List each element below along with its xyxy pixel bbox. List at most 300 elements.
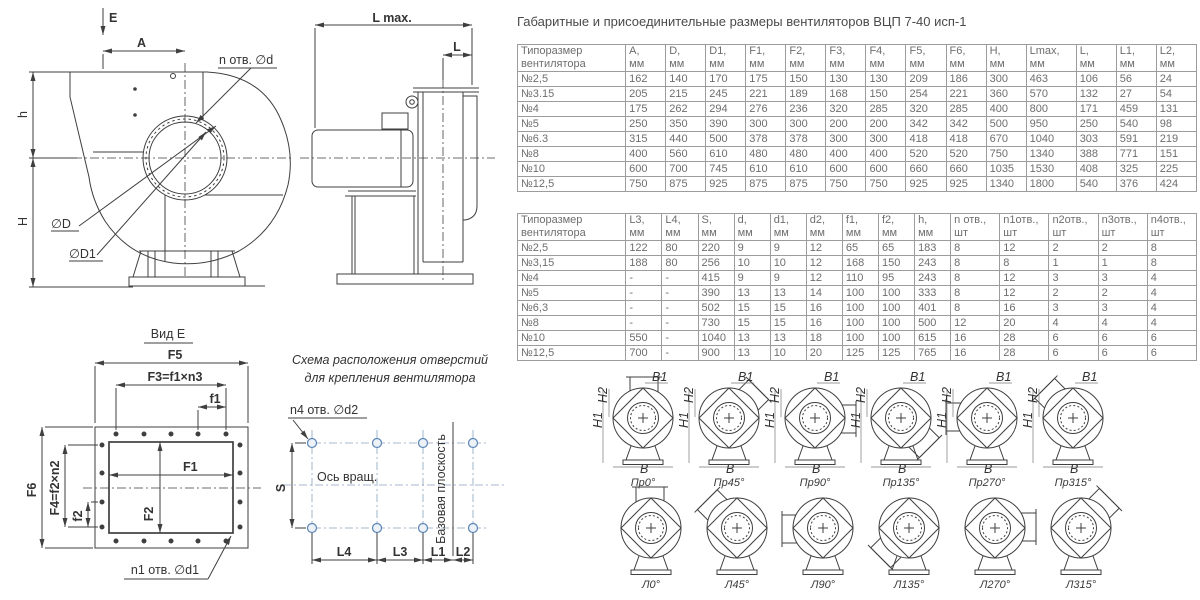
value-cell: 188: [626, 256, 662, 271]
value-cell: 315: [626, 132, 666, 147]
fan-orientation-diagram: [1038, 482, 1124, 591]
value-cell: 8: [951, 256, 1000, 271]
value-cell: 8: [951, 241, 1000, 256]
fan-orientation-label: Пр90°: [799, 477, 831, 489]
value-cell: 168: [842, 256, 878, 271]
value-cell: 6: [1098, 346, 1147, 361]
fan-orientation-drawing: [1038, 482, 1124, 578]
value-cell: 388: [1076, 147, 1116, 162]
mounting-holes-schema: [275, 350, 510, 595]
value-cell: 300: [866, 132, 906, 147]
value-cell: 16: [806, 316, 842, 331]
value-cell: 6: [1147, 331, 1196, 346]
table-row: [518, 162, 1197, 177]
svg-text:H2: H2: [940, 387, 954, 403]
value-cell: 13: [770, 331, 806, 346]
table-row: [518, 241, 1197, 256]
value-cell: 3: [1098, 301, 1147, 316]
table-row: [518, 271, 1197, 286]
value-cell: 3: [1049, 301, 1098, 316]
size-cell: №10: [518, 331, 626, 346]
column-header: F1, мм: [746, 45, 786, 72]
svg-text:B1: B1: [1082, 370, 1098, 384]
svg-text:H1: H1: [763, 412, 777, 428]
value-cell: 610: [746, 162, 786, 177]
fan-orientation-label: Пр135°: [882, 477, 920, 489]
fan-orientation-label: Л45°: [724, 579, 750, 591]
column-header: Lmax, мм: [1026, 45, 1076, 72]
column-header: L1, мм: [1116, 45, 1156, 72]
dim-label-l2: L2: [455, 545, 471, 559]
value-cell: 950: [1026, 117, 1076, 132]
value-cell: 200: [866, 117, 906, 132]
value-cell: 122: [626, 241, 662, 256]
column-header: h, мм: [915, 214, 951, 241]
svg-text:B1: B1: [996, 370, 1012, 384]
value-cell: 4: [1147, 301, 1196, 316]
value-cell: 342: [906, 117, 946, 132]
value-cell: 28: [1000, 346, 1049, 361]
dim-label-l1: L1: [430, 545, 446, 559]
value-cell: 2: [1049, 241, 1098, 256]
value-cell: 221: [946, 87, 986, 102]
fan-orientation-diagram: [677, 370, 772, 489]
value-cell: 1800: [1026, 177, 1076, 192]
value-cell: 440: [666, 132, 706, 147]
value-cell: 320: [906, 102, 946, 117]
value-cell: 610: [786, 162, 826, 177]
svg-text:H1: H1: [677, 412, 691, 428]
value-cell: 13: [770, 286, 806, 301]
column-header: F5, мм: [906, 45, 946, 72]
column-header: F6, мм: [946, 45, 986, 72]
value-cell: 27: [1116, 87, 1156, 102]
value-cell: 15: [770, 316, 806, 331]
fan-orientation-drawing: [591, 370, 686, 476]
value-cell: 325: [1116, 162, 1156, 177]
value-cell: 9: [770, 271, 806, 286]
value-cell: -: [662, 346, 698, 361]
value-cell: 750: [866, 177, 906, 192]
fan-orientation-diagram: [952, 482, 1038, 591]
value-cell: 8: [1000, 256, 1049, 271]
value-cell: -: [626, 316, 662, 331]
size-cell: №2,5: [518, 241, 626, 256]
value-cell: 183: [915, 241, 951, 256]
table-row: [518, 117, 1197, 132]
size-cell: №8: [518, 316, 626, 331]
value-cell: -: [662, 271, 698, 286]
value-cell: 250: [1076, 117, 1116, 132]
value-cell: 700: [626, 346, 662, 361]
value-cell: 125: [878, 346, 914, 361]
svg-text:B1: B1: [910, 370, 926, 384]
column-header: S, мм: [698, 214, 734, 241]
table-row: [518, 331, 1197, 346]
value-cell: 745: [706, 162, 746, 177]
dim-label-l3: L3: [392, 545, 408, 559]
value-cell: -: [626, 271, 662, 286]
dim-label-f5: F5: [167, 348, 183, 362]
value-cell: 8: [1147, 256, 1196, 271]
fan-orientation-label: Л315°: [1065, 579, 1097, 591]
dim-label-d: ∅D: [51, 217, 71, 231]
column-header: A, мм: [626, 45, 666, 72]
value-cell: 480: [786, 147, 826, 162]
value-cell: 424: [1156, 177, 1196, 192]
value-cell: 1040: [1026, 132, 1076, 147]
value-cell: 80: [662, 241, 698, 256]
value-cell: -: [626, 286, 662, 301]
fan-orientation-drawing: [1021, 370, 1116, 476]
size-cell: №6,3: [518, 301, 626, 316]
fan-orientation-diagram: [608, 482, 694, 591]
value-cell: 560: [666, 147, 706, 162]
value-cell: 3: [1098, 271, 1147, 286]
size-cell: №2,5: [518, 72, 626, 87]
fan-orientation-drawing: [763, 370, 858, 476]
value-cell: 400: [826, 147, 866, 162]
value-cell: 98: [1156, 117, 1196, 132]
value-cell: 175: [626, 102, 666, 117]
dim-label-F2: F2: [142, 506, 156, 522]
table-row: [518, 316, 1197, 331]
base-plane-label: Базовая плоскость: [434, 434, 448, 544]
value-cell: 171: [1076, 102, 1116, 117]
value-cell: 100: [878, 316, 914, 331]
value-cell: 540: [1076, 177, 1116, 192]
value-cell: 300: [786, 117, 826, 132]
value-cell: 418: [946, 132, 986, 147]
value-cell: 2: [1098, 241, 1147, 256]
dim-label-f2-pitch: f2: [71, 510, 85, 522]
flange-holes-label: n1 отв. ∅d1: [130, 563, 200, 577]
value-cell: 236: [786, 102, 826, 117]
value-cell: 219: [1156, 132, 1196, 147]
value-cell: 10: [770, 256, 806, 271]
value-cell: 130: [866, 72, 906, 87]
value-cell: 3: [1049, 271, 1098, 286]
value-cell: 333: [915, 286, 951, 301]
value-cell: 342: [946, 117, 986, 132]
value-cell: 106: [1076, 72, 1116, 87]
svg-text:B: B: [1070, 462, 1079, 476]
value-cell: 15: [734, 316, 770, 331]
column-header: F2, мм: [786, 45, 826, 72]
value-cell: 24: [1156, 72, 1196, 87]
column-header: F4, мм: [866, 45, 906, 72]
value-cell: 245: [706, 87, 746, 102]
value-cell: 400: [626, 147, 666, 162]
value-cell: 189: [786, 87, 826, 102]
table-row: [518, 132, 1197, 147]
size-cell: №4: [518, 271, 626, 286]
page-title: Габаритные и присоединительные размеры вентиляторов ВЦП 7-40 исп-1: [517, 14, 967, 29]
value-cell: 408: [1076, 162, 1116, 177]
value-cell: 175: [746, 72, 786, 87]
dimensions-table-1: [517, 44, 1197, 192]
value-cell: 1340: [1026, 147, 1076, 162]
value-cell: 294: [706, 102, 746, 117]
column-header: L4, мм: [662, 214, 698, 241]
column-header: L3, мм: [626, 214, 662, 241]
value-cell: 110: [842, 271, 878, 286]
dimensions-table-2: [517, 213, 1197, 361]
column-header: Типоразмер вентилятора: [518, 214, 626, 241]
value-cell: 12: [1000, 271, 1049, 286]
value-cell: 800: [1026, 102, 1076, 117]
table-row: [518, 286, 1197, 301]
fan-orientation-diagram: [866, 482, 952, 591]
table-row: [518, 256, 1197, 271]
value-cell: 400: [866, 147, 906, 162]
value-cell: 14: [806, 286, 842, 301]
table-row: [518, 87, 1197, 102]
holes-label: n отв. ∅d: [219, 53, 274, 67]
size-cell: №5: [518, 286, 626, 301]
value-cell: 140: [666, 72, 706, 87]
value-cell: 615: [915, 331, 951, 346]
value-cell: 12: [951, 316, 1000, 331]
side-view-drawing: [295, 10, 515, 290]
value-cell: 463: [1026, 72, 1076, 87]
value-cell: 13: [734, 346, 770, 361]
column-header: Типоразмер вентилятора: [518, 45, 626, 72]
column-header: n4отв., шт: [1147, 214, 1196, 241]
table-row: [518, 147, 1197, 162]
value-cell: 220: [698, 241, 734, 256]
fan-orientation-drawing: [952, 482, 1038, 578]
value-cell: 480: [746, 147, 786, 162]
value-cell: 65: [842, 241, 878, 256]
value-cell: 600: [866, 162, 906, 177]
value-cell: 660: [946, 162, 986, 177]
value-cell: 254: [906, 87, 946, 102]
value-cell: 215: [666, 87, 706, 102]
value-cell: 15: [734, 301, 770, 316]
value-cell: 100: [878, 331, 914, 346]
value-cell: 730: [698, 316, 734, 331]
value-cell: 500: [706, 132, 746, 147]
value-cell: 95: [878, 271, 914, 286]
value-cell: 285: [946, 102, 986, 117]
fan-orientation-drawing: [677, 370, 772, 476]
fan-orientation-label: Л135°: [893, 579, 925, 591]
value-cell: 900: [698, 346, 734, 361]
value-cell: 520: [946, 147, 986, 162]
front-view-drawing: [15, 5, 295, 335]
fan-casing-outline: [70, 72, 290, 264]
dim-label-f6: F6: [25, 482, 39, 498]
size-cell: №12,5: [518, 177, 626, 192]
value-cell: 875: [666, 177, 706, 192]
value-cell: 18: [806, 331, 842, 346]
value-cell: 100: [842, 301, 878, 316]
svg-text:B: B: [812, 462, 821, 476]
size-cell: №10: [518, 162, 626, 177]
value-cell: 8: [1147, 241, 1196, 256]
value-cell: 4: [1147, 271, 1196, 286]
value-cell: 276: [746, 102, 786, 117]
value-cell: 243: [915, 256, 951, 271]
value-cell: 10: [734, 256, 770, 271]
svg-text:H1: H1: [1021, 412, 1035, 428]
column-header: d, мм: [734, 214, 770, 241]
value-cell: 151: [1156, 147, 1196, 162]
value-cell: 28: [1000, 331, 1049, 346]
value-cell: 65: [878, 241, 914, 256]
value-cell: 200: [826, 117, 866, 132]
value-cell: 10: [770, 346, 806, 361]
value-cell: 256: [698, 256, 734, 271]
value-cell: 16: [1000, 301, 1049, 316]
value-cell: 100: [842, 286, 878, 301]
flange-bolt-holes: [100, 432, 242, 543]
value-cell: 300: [986, 72, 1026, 87]
dim-label-e: E: [109, 11, 118, 25]
flange-view-drawing: [25, 322, 270, 595]
svg-text:H2: H2: [854, 387, 868, 403]
fan-orientation-drawing: [608, 482, 694, 578]
column-header: f1, мм: [842, 214, 878, 241]
value-cell: 771: [1116, 147, 1156, 162]
value-cell: 100: [842, 316, 878, 331]
dim-label-F1: F1: [183, 460, 198, 474]
value-cell: 4: [1147, 286, 1196, 301]
svg-text:B1: B1: [738, 370, 754, 384]
fan-orientation-diagram: [694, 482, 780, 591]
svg-text:H2: H2: [596, 387, 610, 403]
mounting-holes: [308, 439, 478, 533]
schema-title-line1: Схема расположения отверстий: [292, 353, 488, 367]
value-cell: 418: [906, 132, 946, 147]
value-cell: 221: [746, 87, 786, 102]
value-cell: 600: [826, 162, 866, 177]
value-cell: 100: [878, 301, 914, 316]
value-cell: 1035: [986, 162, 1026, 177]
value-cell: 660: [906, 162, 946, 177]
value-cell: 4: [1147, 316, 1196, 331]
table-row: [518, 346, 1197, 361]
column-header: d1, мм: [770, 214, 806, 241]
value-cell: 875: [746, 177, 786, 192]
svg-text:H1: H1: [849, 412, 863, 428]
svg-text:H2: H2: [1026, 387, 1040, 403]
value-cell: 16: [806, 301, 842, 316]
value-cell: 750: [986, 147, 1026, 162]
value-cell: 401: [915, 301, 951, 316]
value-cell: 360: [986, 87, 1026, 102]
fan-orientation-label: Пр0°: [630, 477, 656, 489]
value-cell: 20: [806, 346, 842, 361]
dim-label-H: H: [16, 216, 30, 226]
value-cell: 16: [951, 346, 1000, 361]
size-cell: №8: [518, 147, 626, 162]
value-cell: 54: [1156, 87, 1196, 102]
fan-orientation-diagram: [935, 370, 1030, 489]
value-cell: 15: [770, 301, 806, 316]
value-cell: 131: [1156, 102, 1196, 117]
value-cell: 8: [951, 301, 1000, 316]
value-cell: 150: [866, 87, 906, 102]
value-cell: 8: [951, 271, 1000, 286]
value-cell: 320: [826, 102, 866, 117]
dim-label-lmax: L max.: [372, 11, 412, 25]
table-row: [518, 72, 1197, 87]
value-cell: 350: [666, 117, 706, 132]
value-cell: 1340: [986, 177, 1026, 192]
value-cell: 6: [1049, 346, 1098, 361]
value-cell: 243: [915, 271, 951, 286]
value-cell: 376: [1116, 177, 1156, 192]
column-header: D1, мм: [706, 45, 746, 72]
value-cell: 925: [906, 177, 946, 192]
value-cell: 125: [842, 346, 878, 361]
fan-orientation-drawing: [694, 482, 780, 578]
value-cell: 925: [706, 177, 746, 192]
value-cell: -: [662, 286, 698, 301]
value-cell: 8: [951, 286, 1000, 301]
svg-text:B: B: [898, 462, 907, 476]
dim-label-f4: F4=f2×n2: [48, 460, 62, 516]
value-cell: 132: [1076, 87, 1116, 102]
column-header: d2, мм: [806, 214, 842, 241]
value-cell: 415: [698, 271, 734, 286]
value-cell: 6: [1147, 346, 1196, 361]
column-header: n1отв., шт: [1000, 214, 1049, 241]
value-cell: -: [662, 331, 698, 346]
value-cell: 2: [1049, 286, 1098, 301]
orientation-row-right: [591, 370, 1116, 489]
value-cell: 205: [626, 87, 666, 102]
value-cell: 56: [1116, 72, 1156, 87]
size-cell: №5: [518, 117, 626, 132]
svg-text:B1: B1: [824, 370, 840, 384]
size-cell: №6.3: [518, 132, 626, 147]
value-cell: 100: [842, 331, 878, 346]
fan-orientation-label: Пр315°: [1054, 477, 1092, 489]
value-cell: 12: [1000, 286, 1049, 301]
value-cell: 500: [986, 117, 1026, 132]
value-cell: 13: [734, 286, 770, 301]
dim-label-f3: F3=f1×n3: [147, 370, 203, 384]
value-cell: -: [626, 301, 662, 316]
value-cell: 168: [826, 87, 866, 102]
svg-text:H1: H1: [591, 412, 605, 428]
value-cell: 6: [1049, 331, 1098, 346]
fan-orientation-drawing: [866, 482, 952, 578]
value-cell: 1: [1049, 256, 1098, 271]
column-header: n отв., шт: [951, 214, 1000, 241]
value-cell: 209: [906, 72, 946, 87]
value-cell: 750: [626, 177, 666, 192]
value-cell: 9: [770, 241, 806, 256]
table-row: [518, 177, 1197, 192]
fan-orientation-drawing: [849, 370, 944, 476]
value-cell: 12: [806, 241, 842, 256]
value-cell: 750: [826, 177, 866, 192]
value-cell: 150: [786, 72, 826, 87]
column-header: F3, мм: [826, 45, 866, 72]
value-cell: 570: [1026, 87, 1076, 102]
size-cell: №12,5: [518, 346, 626, 361]
value-cell: 765: [915, 346, 951, 361]
value-cell: 400: [986, 102, 1026, 117]
fan-orientation-diagram: [1021, 370, 1116, 489]
value-cell: 540: [1116, 117, 1156, 132]
value-cell: 250: [626, 117, 666, 132]
value-cell: 13: [734, 331, 770, 346]
